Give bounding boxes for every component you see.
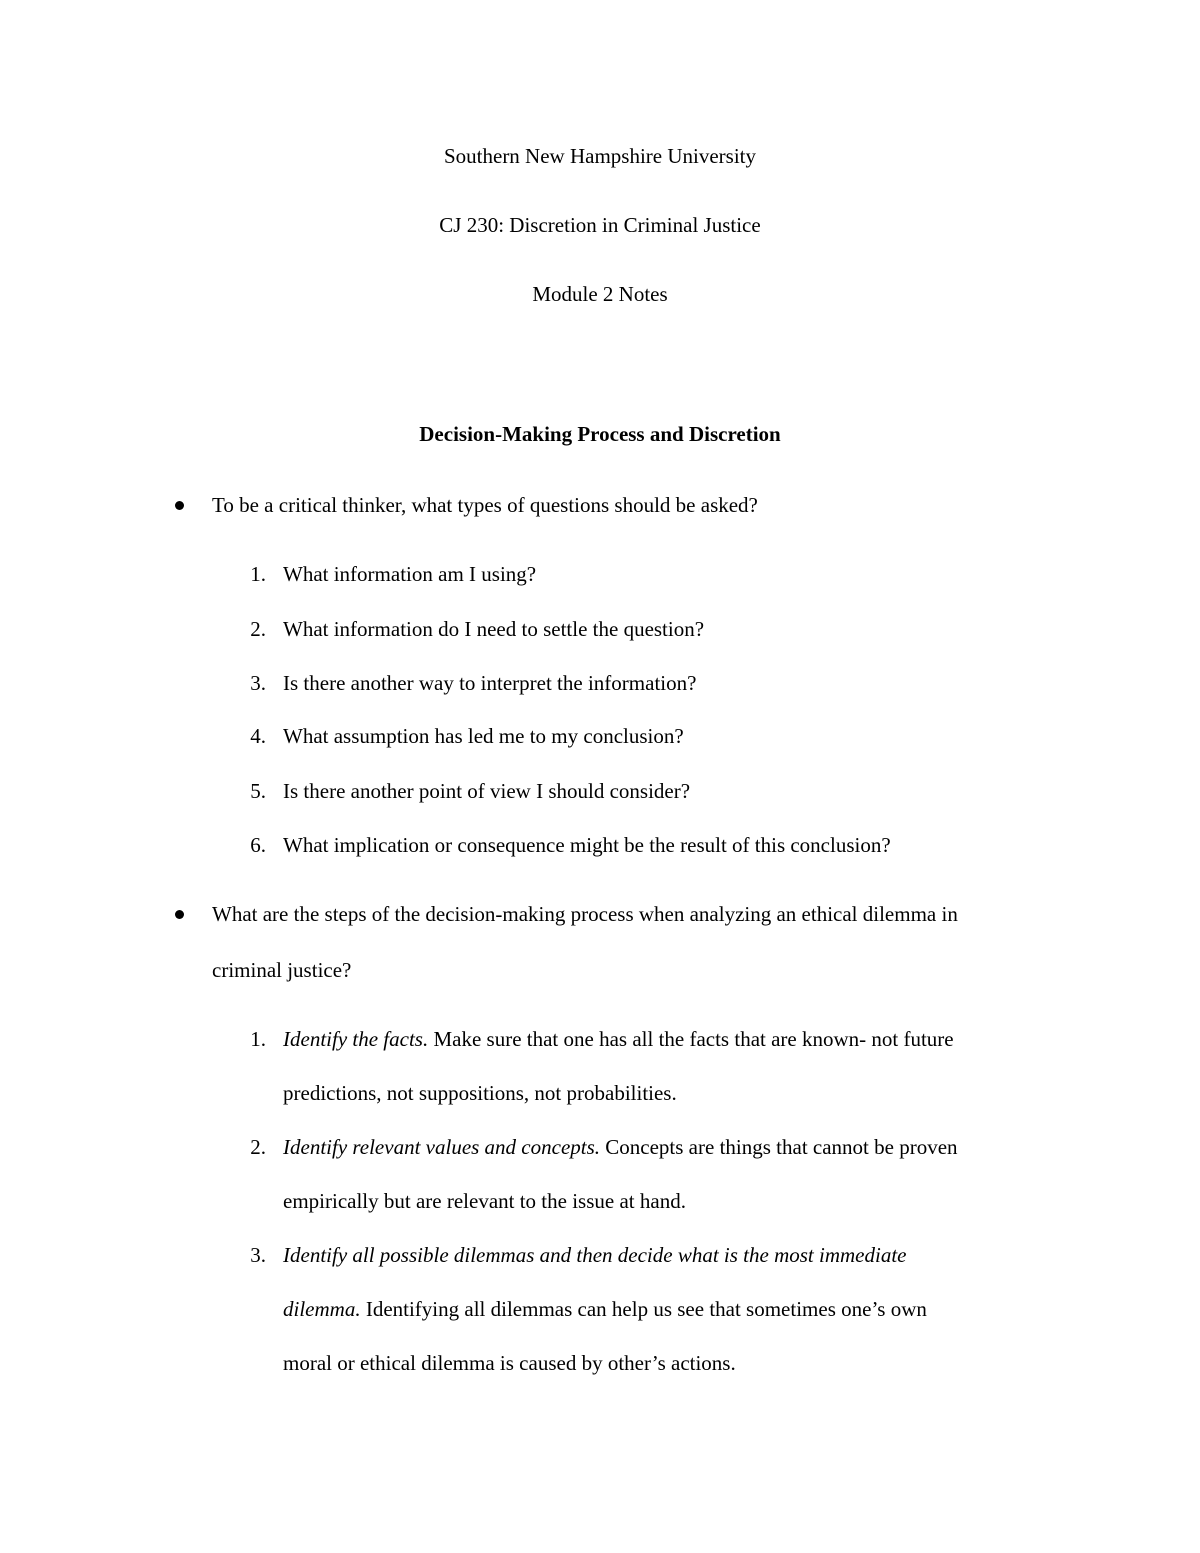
list-item-continuation (283, 1296, 927, 1322)
list-item: What information am I using? (283, 562, 537, 586)
step-lead: dilemma. (283, 1297, 361, 1321)
bullet-question-1: To be a critical thinker, what types of questions should be asked? (212, 493, 758, 517)
list-number: 2. (250, 1135, 266, 1159)
step-lead: Identify all possible dilemmas and then decide what is the most immediate (283, 1243, 907, 1267)
course-title: CJ 230: Discretion in Criminal Justice (439, 213, 761, 237)
list-item: What information do I need to settle the question? (283, 617, 705, 641)
list-item-continuation: moral or ethical dilemma is caused by other’s actions. (283, 1351, 736, 1375)
list-item: Is there another point of view I should consider? (283, 779, 691, 803)
step-text: Identifying all dilemmas can help us see that sometimes one’s own (360, 1297, 927, 1321)
list-number: 4. (250, 724, 266, 748)
list-number: 3. (250, 1243, 266, 1267)
list-item: What implication or consequence might be the result of this conclusion? (283, 833, 891, 857)
bullet-marker (175, 501, 184, 510)
step-lead: Identify the facts. (283, 1027, 429, 1051)
list-item: Is there another way to interpret the information? (283, 671, 697, 695)
list-item (283, 1026, 954, 1052)
list-number: 2. (250, 617, 266, 641)
list-number: 6. (250, 833, 266, 857)
university-name: Southern New Hampshire University (443, 144, 757, 168)
list-number: 5. (250, 779, 266, 803)
list-item-continuation: predictions, not suppositions, not probabilities. (283, 1081, 677, 1105)
list-item (283, 1134, 958, 1160)
module-title: Module 2 Notes (532, 282, 668, 306)
bullet-marker (175, 910, 184, 919)
list-number: 1. (250, 1027, 266, 1051)
section-heading: Decision-Making Process and Discretion (419, 422, 781, 446)
list-item: What assumption has led me to my conclusion? (283, 724, 684, 748)
step-text: Concepts are things that cannot be proven (600, 1135, 958, 1159)
list-number: 1. (250, 562, 266, 586)
step-lead: Identify relevant values and concepts. (283, 1135, 601, 1159)
list-number: 3. (250, 671, 266, 695)
step-text: Make sure that one has all the facts that are known- not future (428, 1027, 954, 1051)
bullet-question-2-line1: What are the steps of the decision-making process when analyzing an ethical dilemma in (212, 902, 958, 926)
list-item-continuation: empirically but are relevant to the issue at hand. (283, 1189, 686, 1213)
bullet-question-2-line2: criminal justice? (212, 958, 352, 982)
